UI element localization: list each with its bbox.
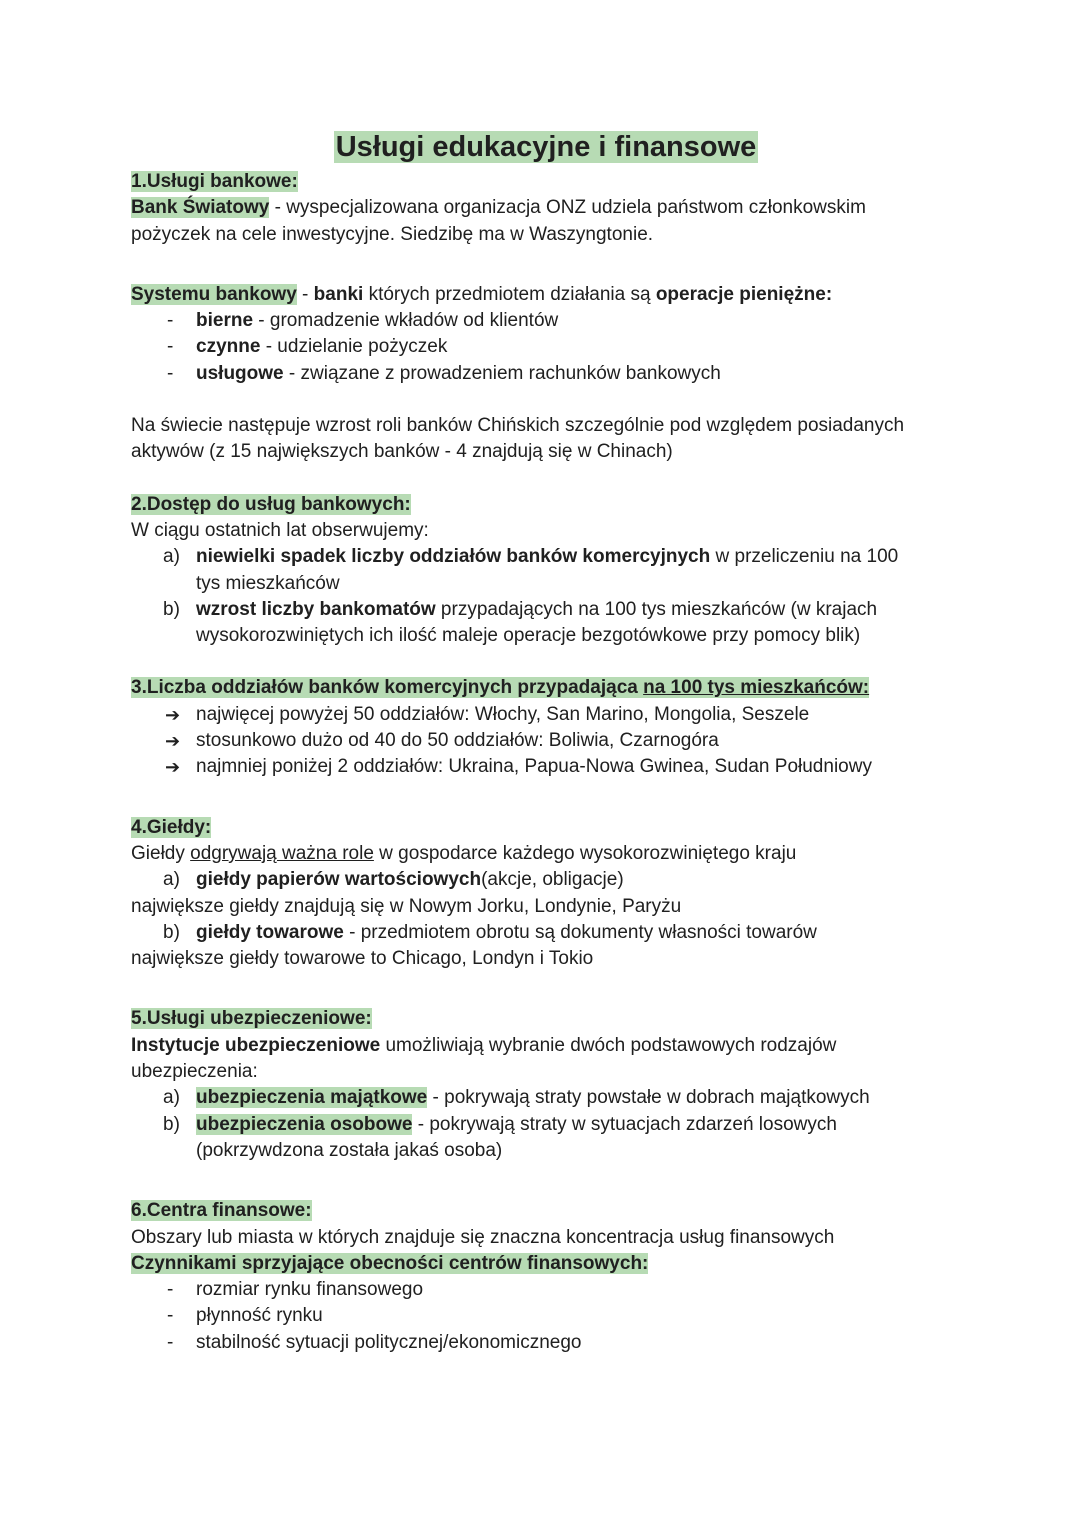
list-item: ➔ najwięcej powyżej 50 oddziałów: Włochy, San Marino, Mongolia, Seszele — [131, 702, 961, 728]
list-item: - płynność rynku — [167, 1305, 323, 1327]
arrow-icon: ➔ — [165, 757, 181, 778]
system-bankowy-line: Systemu bankowy - banki których przedmiotem działania są operacje pieniężne: — [131, 283, 833, 305]
arrow-icon: ➔ — [165, 704, 181, 725]
section-4-heading: 4.Giełdy: — [131, 816, 212, 838]
list-item: ➔ najmniej poniżej 2 oddziałów: Ukraina, Papua-Nowa Gwinea, Sudan Południowy — [131, 754, 961, 780]
list-item: - bierne - gromadzenie wkładów od klientów — [167, 310, 559, 332]
factors-heading: Czynnikami sprzyjające obecności centrów finansowych: — [131, 1252, 649, 1274]
list-item: b) wzrost liczby bankomatów przypadających na 100 tys mieszkańców (w krajach wysokorozwiniętych ich ilość maleje operacje bezgotówkowe przy pomocy blik) — [163, 598, 878, 647]
paragraph: ubezpieczenia: — [131, 1061, 258, 1083]
list-item: a) ubezpieczenia majątkowe - pokrywają straty powstałe w dobrach majątkowych — [163, 1087, 870, 1109]
list-item: - czynne - udzielanie pożyczek — [167, 336, 448, 358]
section-6-heading: 6.Centra finansowe: — [131, 1200, 312, 1222]
list-item: a) niewielki spadek liczby oddziałów banków komercyjnych w przeliczeniu na 100 tys mieszkańców — [163, 546, 899, 594]
arrow-icon: ➔ — [165, 731, 181, 752]
section-1-heading: 1.Usługi bankowe: — [131, 171, 298, 192]
page-title: Usługi edukacyjne i finansowe — [335, 131, 757, 163]
list-item: b) ubezpieczenia osobowe - pokrywają straty w sytuacjach zdarzeń losowych (pokrzywdzona została jakaś osoba) — [163, 1113, 837, 1161]
list-item: b) giełdy towarowe - przedmiotem obrotu są dokumenty własności towarów — [163, 921, 817, 943]
list-item: ➔ stosunkowo dużo od 40 do 50 oddziałów: Boliwia, Czarnogóra — [131, 728, 961, 754]
bank-swiatowy-line: Bank Światowy - wyspecjalizowana organizacja ONZ udziela państwom członkowskim — [131, 197, 866, 219]
section-3-heading: 3.Liczba oddziałów banków komercyjnych przypadająca na 100 tys mieszkańców: — [131, 677, 870, 699]
paragraph: Giełdy odgrywają ważna role w gospodarce każdego wysokorozwiniętego kraju — [131, 842, 797, 864]
paragraph: Obszary lub miasta w których znajduje się znaczna koncentracja usług finansowych — [131, 1226, 835, 1248]
bank-swiatowy-line-2: pożyczek na cele inwestycyjne. Siedzibę ma w Waszyngtonie. — [131, 223, 654, 245]
list-item: - rozmiar rynku finansowego — [167, 1279, 424, 1301]
list-item: - stabilność sytuacji politycznej/ekonomicznego — [167, 1331, 582, 1353]
paragraph: W ciągu ostatnich lat obserwujemy: — [131, 519, 429, 541]
list-item: - usługowe - związane z prowadzeniem rachunków bankowych — [167, 362, 721, 384]
section-5-heading: 5.Usługi ubezpieczeniowe: — [131, 1008, 372, 1030]
list-item: a) giełdy papierów wartościowych(akcje, obligacje) — [163, 869, 624, 891]
paragraph: Na świecie następuje wzrost roli banków Chińskich szczególnie pod względem posiadanych — [131, 415, 905, 437]
paragraph: największe giełdy towarowe to Chicago, Londyn i Tokio — [131, 948, 594, 970]
document-page — [131, 128, 961, 1356]
paragraph: największe giełdy znajdują się w Nowym Jorku, Londynie, Paryżu — [131, 895, 682, 917]
section-2-heading: 2.Dostęp do usług bankowych: — [131, 493, 411, 515]
paragraph: aktywów (z 15 największych banków - 4 znajdują się w Chinach) — [131, 441, 673, 463]
paragraph: Instytucje ubezpieczeniowe umożliwiają wybranie dwóch podstawowych rodzajów — [131, 1034, 837, 1056]
